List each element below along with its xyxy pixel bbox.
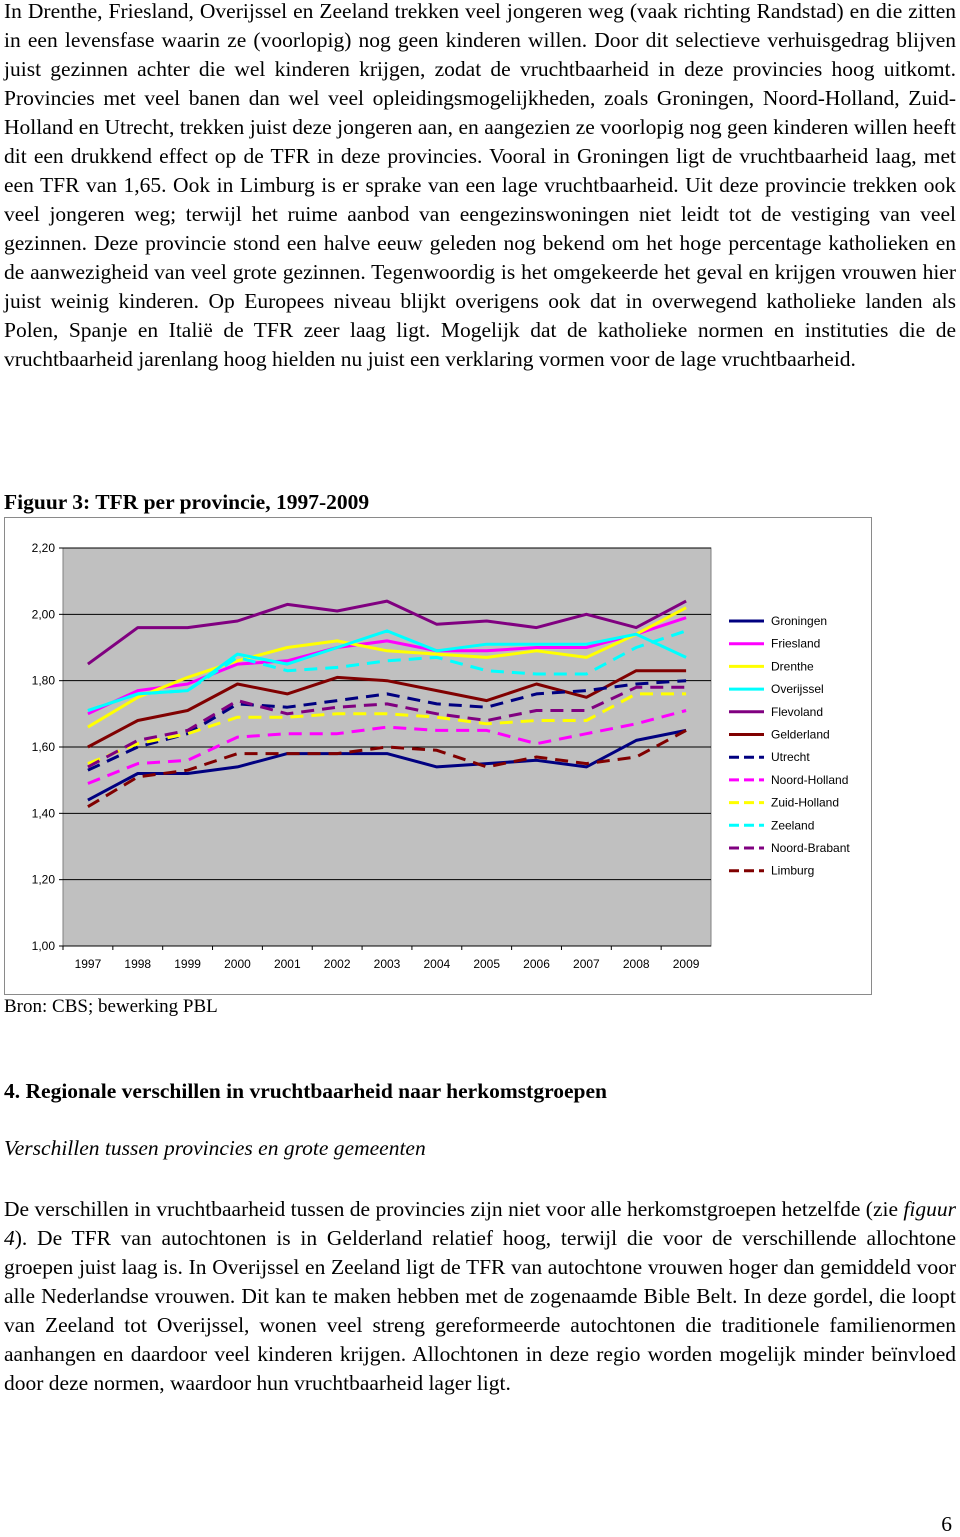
legend-label: Noord-Brabant	[771, 841, 850, 855]
x-tick-label: 1999	[174, 957, 201, 971]
figure-reference: figuur 4	[4, 1197, 956, 1250]
paragraph-2-part-2: ). De TFR van autochtonen is in Gelderland relatief hoog, terwijl die voor de verschillende allochtone groepen juist laag is. In Overijssel en Zeeland ligt de TFR van autochtone vrouwen hoger dan gemiddeld voor alle Nederlandse vrouwen. Dit kan te maken hebben met de zogenaamde Bible Belt. In deze gordel, die loopt van Zeeland tot Overijssel, wonen veel streng gereformeerde autochtonen die traditionele familienormen aanhangen en daardoor veel kinderen krijgen. Allochtonen in deze regio worden mogelijk minder beïnvloed door deze normen, waardoor hun vruchtbaarheid lager ligt.	[4, 1226, 956, 1395]
y-tick-label: 1,60	[31, 740, 55, 754]
legend-label: Flevoland	[771, 704, 824, 719]
paragraph-2-part-1: De verschillen in vruchtbaarheid tussen de provincies zijn niet voor alle herkomstgroepen hetzelfde (zie	[4, 1197, 904, 1221]
x-tick-label: 2007	[573, 957, 600, 971]
x-tick-label: 2002	[323, 957, 351, 971]
legend-label: Zeeland	[771, 818, 815, 833]
legend-label: Noord-Holland	[771, 772, 849, 787]
legend-label: Overijssel	[771, 682, 824, 697]
legend-label: Friesland	[771, 636, 821, 651]
y-tick-label: 1,80	[31, 673, 55, 688]
y-tick-label: 2,00	[31, 607, 55, 622]
figure-source: Bron: CBS; bewerking PBL	[4, 996, 218, 1017]
y-tick-label: 1,20	[31, 872, 55, 887]
x-tick-label: 2006	[523, 957, 550, 971]
x-tick-label: 2001	[273, 957, 301, 971]
x-tick-label: 1997	[74, 957, 102, 971]
section-heading: 4. Regionale verschillen in vruchtbaarheid naar herkomstgroepen	[4, 1079, 607, 1103]
legend-label: Zuid-Holland	[771, 795, 840, 810]
y-tick-label: 1,00	[31, 939, 55, 953]
legend-label: Limburg	[771, 863, 815, 878]
x-tick-label: 2009	[672, 957, 700, 971]
chart-svg	[5, 518, 873, 996]
x-tick-label: 2005	[473, 957, 501, 971]
legend-label: Drenthe	[771, 659, 814, 674]
x-tick-label: 2004	[423, 957, 451, 971]
line-chart	[4, 517, 872, 995]
x-tick-label: 2003	[373, 957, 401, 971]
paragraph-1: In Drenthe, Friesland, Overijssel en Zeeland trekken veel jongeren weg (vaak richting Randstad) en die zitten in een levensfase waarin ze (voorlopig) nog geen kinderen willen. Door dit selectieve verhuisgedrag blijven juist gezinnen achter die wel kinderen krijgen, zodat de vruchtbaarheid in deze provincies hoog uitkomt. Provincies met veel banen dan wel veel opleidingsmogelijkheden, zoals Groningen, Noord-Holland, Zuid-Holland en Utrecht, trekken juist deze jongeren aan, en aangezien ze voorlopig nog geen kinderen willen heeft dit een drukkend effect op de TFR in deze provincies. Vooral in Groningen ligt de vruchtbaarheid laag, met een TFR van 1,65. Ook in Limburg is er sprake van een lage vruchtbaarheid. Uit deze provincie trekken ook veel jongeren weg; terwijl het ruime aanbod van eengezinswoningen niet leidt tot de vestiging van veel gezinnen. Deze provincie stond een halve eeuw geleden nog bekend om het hoge percentage katholieken en de aanwezigheid van veel grote gezinnen. Tegenwoordig is het omgekeerde het geval en krijgen vrouwen hier juist weinig kinderen. Op Europees niveau blijkt overigens ook dat in overwegend katholieke landen als Polen, Spanje en Italië de TFR zeer laag ligt. Mogelijk dat de katholieke normen en instituties die de vruchtbaarheid jarenlang hoog hielden nu juist een verklaring vormen voor de lage vruchtbaarheid.	[4, 0, 956, 371]
y-tick-label: 1,40	[31, 806, 55, 821]
x-tick-label: 1998	[124, 957, 152, 971]
figure-title: Figuur 3: TFR per provincie, 1997-2009	[4, 490, 370, 514]
paragraph-2	[4, 1195, 956, 1398]
legend-label: Groningen	[771, 614, 828, 628]
legend-label: Gelderland	[771, 727, 830, 742]
subheading: Verschillen tussen provincies en grote gemeenten	[4, 1136, 426, 1160]
x-tick-label: 2000	[224, 957, 251, 971]
legend-label: Utrecht	[771, 750, 810, 765]
page-number: 6	[941, 1512, 952, 1536]
y-tick-label: 2,20	[31, 541, 55, 555]
x-tick-label: 2008	[622, 957, 650, 971]
